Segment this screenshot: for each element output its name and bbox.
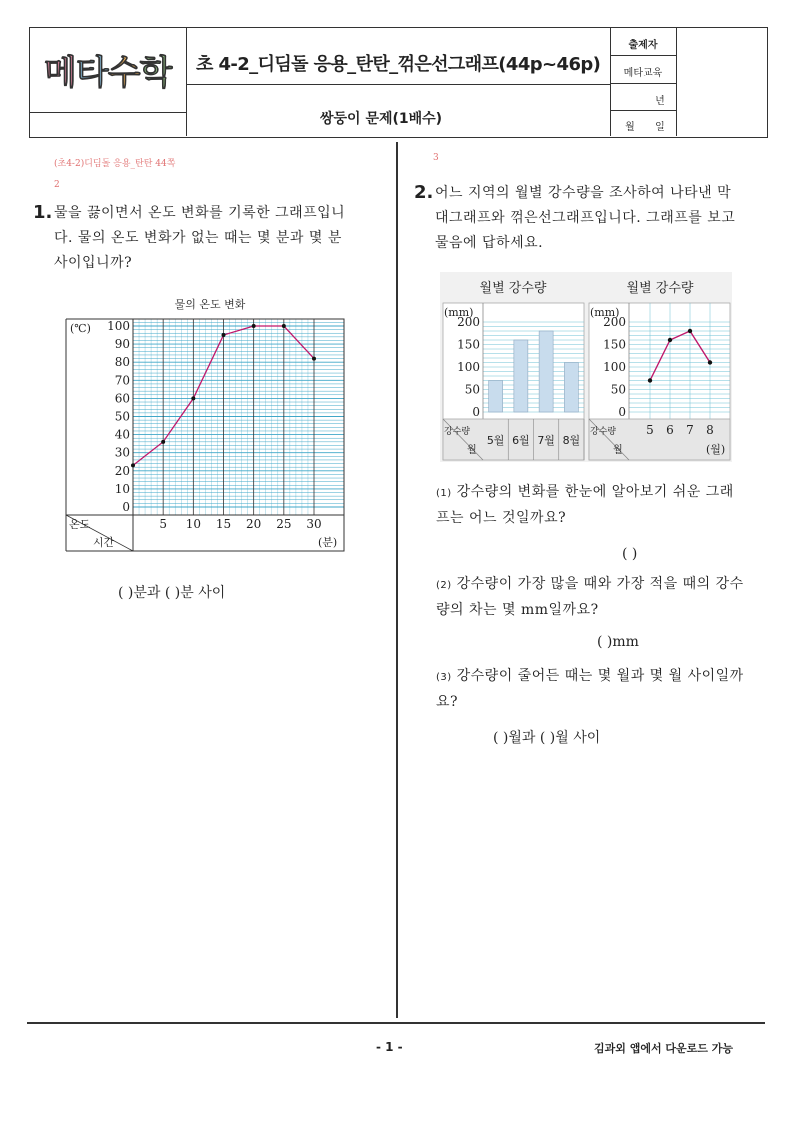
month-label: 월 — [625, 122, 635, 133]
sub-question-number: (3) — [436, 672, 452, 683]
sub-question-text: 강수량이 줄어든 때는 몇 월과 몇 월 사이일까요? — [436, 668, 744, 710]
bar — [564, 363, 578, 413]
y-tick-label: 50 — [464, 382, 480, 397]
page-number: - 1 - — [376, 1040, 403, 1054]
day-label: 일 — [655, 122, 665, 133]
data-point — [648, 378, 652, 382]
answer-blank: ( ) — [622, 546, 638, 562]
x-tick-label: 25 — [276, 517, 292, 531]
x-tick-label: 6월 — [512, 434, 530, 447]
x-tick-label: 8월 — [562, 434, 581, 447]
question-text: 어느 지역의 월별 강수량을 조사하여 나타낸 막대그래프와 꺾은선그래프입니다. 그래프를 보고 물음에 답하세요. — [435, 185, 736, 251]
bar — [489, 381, 503, 413]
data-point — [191, 396, 195, 400]
x-unit: (월) — [706, 443, 726, 456]
data-point — [282, 324, 286, 328]
x-header: 월 — [467, 445, 477, 456]
chart-title: 물의 온도 변화 — [174, 298, 246, 311]
data-point — [252, 324, 256, 328]
answer-blank: ( )mm — [597, 634, 639, 650]
data-point — [222, 333, 226, 337]
y-tick-label: 90 — [114, 337, 130, 352]
x-tick-label: 8 — [706, 423, 714, 437]
x-tick-label: 5월 — [486, 434, 505, 447]
x-tick-labels — [159, 517, 321, 531]
x-tick-label: 7월 — [537, 434, 555, 447]
worksheet-subtitle: 쌍둥이 문제(1배수) — [320, 111, 443, 127]
sub-question-text: 강수량의 변화를 한눈에 알아보기 쉬운 그래프는 어느 것일까요? — [436, 484, 734, 526]
question-text: 물을 끓이면서 온도 변화를 기록한 그래프입니다. 물의 온도 변화가 없는 때는 몇 분과 몇 분 사이입니까? — [54, 205, 346, 271]
y-tick-label: 0 — [618, 405, 626, 419]
y-tick-label: 50 — [610, 382, 626, 397]
y-tick-label: 150 — [457, 337, 480, 352]
y-tick-label: 100 — [457, 360, 480, 374]
worksheet-title: 초 4-2_디딤돌 응용_탄탄_꺾은선그래프(44p~46p) — [196, 54, 601, 75]
y-header: 강수량 — [590, 427, 617, 437]
x-header: 월 — [613, 445, 623, 456]
temperature-line-chart — [60, 290, 360, 560]
y-tick-label: 30 — [114, 445, 130, 460]
x-tick-label: 7 — [686, 423, 694, 437]
answer-blank: ( )분과 ( )분 사이 — [118, 585, 226, 601]
y-tick-labels — [107, 319, 130, 514]
sub-question-2 — [436, 572, 746, 623]
logo — [40, 42, 190, 98]
y-tick-label: 40 — [114, 427, 130, 442]
column-divider — [396, 142, 398, 1018]
y-tick-label: 100 — [107, 319, 130, 333]
chart-grid — [133, 319, 344, 515]
footer-note: 김과외 앱에서 다운로드 가능 — [594, 1042, 733, 1055]
y-axis-unit: (℃) — [70, 322, 91, 335]
y-tick-label: 10 — [114, 481, 130, 496]
data-point — [161, 440, 165, 444]
data-point — [131, 463, 135, 467]
y-header: 강수량 — [444, 427, 471, 437]
y-axis-unit: (mm) — [590, 306, 620, 319]
y-header: 온도 — [69, 518, 91, 531]
y-tick-label: 0 — [122, 500, 130, 514]
svg-text:메타수학: 메타수학 — [44, 53, 172, 93]
data-point — [312, 357, 316, 361]
sub-question-1 — [436, 480, 746, 531]
question-number: 1. — [33, 202, 53, 223]
rainfall-bar-chart — [440, 272, 586, 462]
reference-number: 3 — [433, 153, 439, 163]
data-point — [708, 360, 712, 364]
bar — [539, 331, 553, 412]
x-tick-label: 10 — [185, 517, 201, 531]
data-point — [688, 329, 692, 333]
y-tick-label: 200 — [457, 315, 480, 329]
sub-question-number: (2) — [436, 580, 452, 591]
y-tick-label: 70 — [114, 373, 130, 388]
bar — [514, 340, 528, 412]
y-tick-label: 0 — [472, 405, 480, 419]
reference-number: 2 — [54, 180, 60, 190]
author-value: 메타교육 — [623, 68, 663, 79]
source-reference: (초4-2)디딤돌 응용_탄탄 44쪽 — [54, 159, 176, 169]
x-tick-label: 6 — [666, 423, 674, 437]
y-tick-label: 80 — [114, 355, 130, 370]
data-point — [668, 338, 672, 342]
y-tick-label: 60 — [114, 391, 130, 406]
footer-divider — [27, 1022, 765, 1024]
x-tick-label: 5 — [646, 423, 654, 437]
question-number: 2. — [414, 182, 434, 203]
chart-title: 월별 강수량 — [626, 281, 694, 296]
x-tick-label: 30 — [306, 517, 322, 531]
x-unit: (분) — [318, 536, 338, 549]
chart-title: 월별 강수량 — [479, 281, 547, 296]
y-tick-label: 100 — [603, 360, 626, 374]
answer-blank: ( )월과 ( )월 사이 — [493, 730, 601, 746]
y-tick-label: 20 — [114, 463, 130, 478]
x-tick-label: 5 — [159, 517, 167, 531]
y-tick-label: 150 — [603, 337, 626, 352]
rainfall-line-chart — [586, 272, 732, 462]
year-label: 년 — [655, 96, 665, 107]
sub-question-text: 강수량이 가장 많을 때와 가장 적을 때의 강수량의 차는 몇 mm일까요? — [436, 576, 744, 618]
sub-question-3 — [436, 664, 746, 715]
header-table — [29, 27, 768, 138]
y-tick-label: 50 — [114, 409, 130, 424]
author-label: 출제자 — [628, 40, 658, 51]
x-tick-label: 15 — [215, 517, 232, 531]
y-tick-label: 200 — [603, 315, 626, 329]
sub-question-number: (1) — [436, 488, 452, 499]
y-axis-unit: (mm) — [444, 306, 474, 319]
x-header: 시간 — [93, 536, 115, 549]
x-tick-label: 20 — [246, 517, 262, 531]
